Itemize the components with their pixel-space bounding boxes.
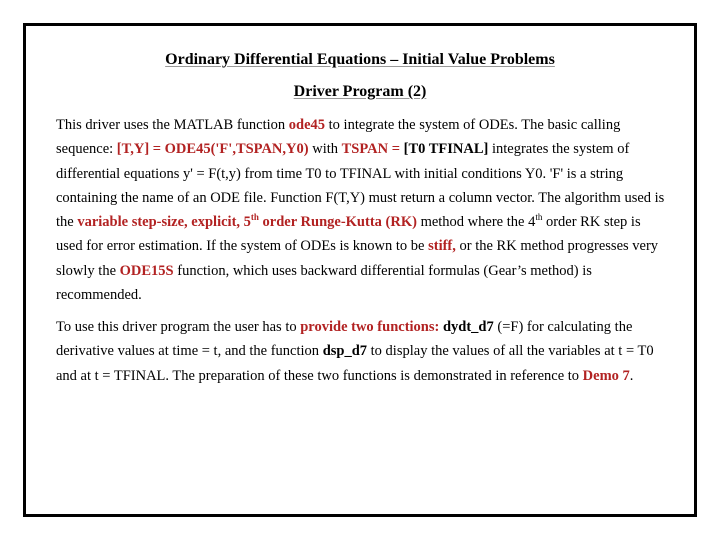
text-run: (=F) for calculating the derivative values at time = t, and the function: [56, 319, 633, 360]
slide-title: Ordinary Differential Equations – Initial Value Problems: [165, 51, 555, 68]
slide-subtitle: Driver Program (2): [293, 83, 427, 100]
method-description: [77, 214, 417, 230]
keyword-ode15s: ODE15S: [119, 262, 174, 279]
superscript-th: th: [535, 212, 543, 223]
keyword-stiff: stiff,: [428, 238, 456, 255]
keyword-ode45: ode45: [288, 117, 326, 133]
text-run: to display the values of all the variables at t = T0 and at t = TFINAL. The preparation of these two functions is demonstrated in reference to: [56, 343, 654, 384]
paragraph-usage: [56, 315, 668, 388]
paragraph-driver-description: [56, 113, 668, 307]
text-run: .: [629, 367, 634, 384]
text-run: method where the 4: [416, 214, 536, 231]
text-run: This driver uses the MATLAB function: [56, 117, 289, 133]
text-run: to integrate the system of ODEs. The basic calling sequence:: [56, 117, 621, 158]
tspan-value: [T0 TFINAL]: [403, 141, 489, 158]
tspan-label: TSPAN =: [341, 141, 404, 158]
method-text-a: variable step-size, explicit, 5: [77, 214, 251, 231]
text-run: or the RK method progresses very slowly the: [56, 238, 659, 279]
text-run: order RK step is used for error estimation. If the system of ODEs is known to be: [56, 214, 641, 255]
superscript-th: th: [250, 212, 259, 223]
text-run: integrates the system of differential equations y' = F(t,y) from time T0 to TFINAL with initial conditions Y0. 'F' is a string containing the name of an ODE file. Function F(T,Y) must return a column vector. The algorithm used is the: [56, 141, 665, 231]
function-name-dsp: dsp_d7: [322, 343, 368, 360]
slide-frame: [23, 23, 697, 517]
calling-sequence: [T,Y] = ODE45('F',TSPAN,Y0): [116, 141, 309, 158]
text-run: with: [308, 141, 342, 158]
demo-reference: Demo 7: [582, 367, 630, 384]
method-text-b: order Runge-Kutta (RK): [258, 214, 417, 231]
function-name-dydt: dydt_d7: [442, 319, 494, 335]
text-run: function, which uses backward differential formulas (Gear’s method) is recommended.: [56, 262, 592, 304]
text-run: To use this driver program the user has to: [56, 319, 301, 335]
provide-functions-phrase: provide two functions:: [300, 319, 443, 335]
